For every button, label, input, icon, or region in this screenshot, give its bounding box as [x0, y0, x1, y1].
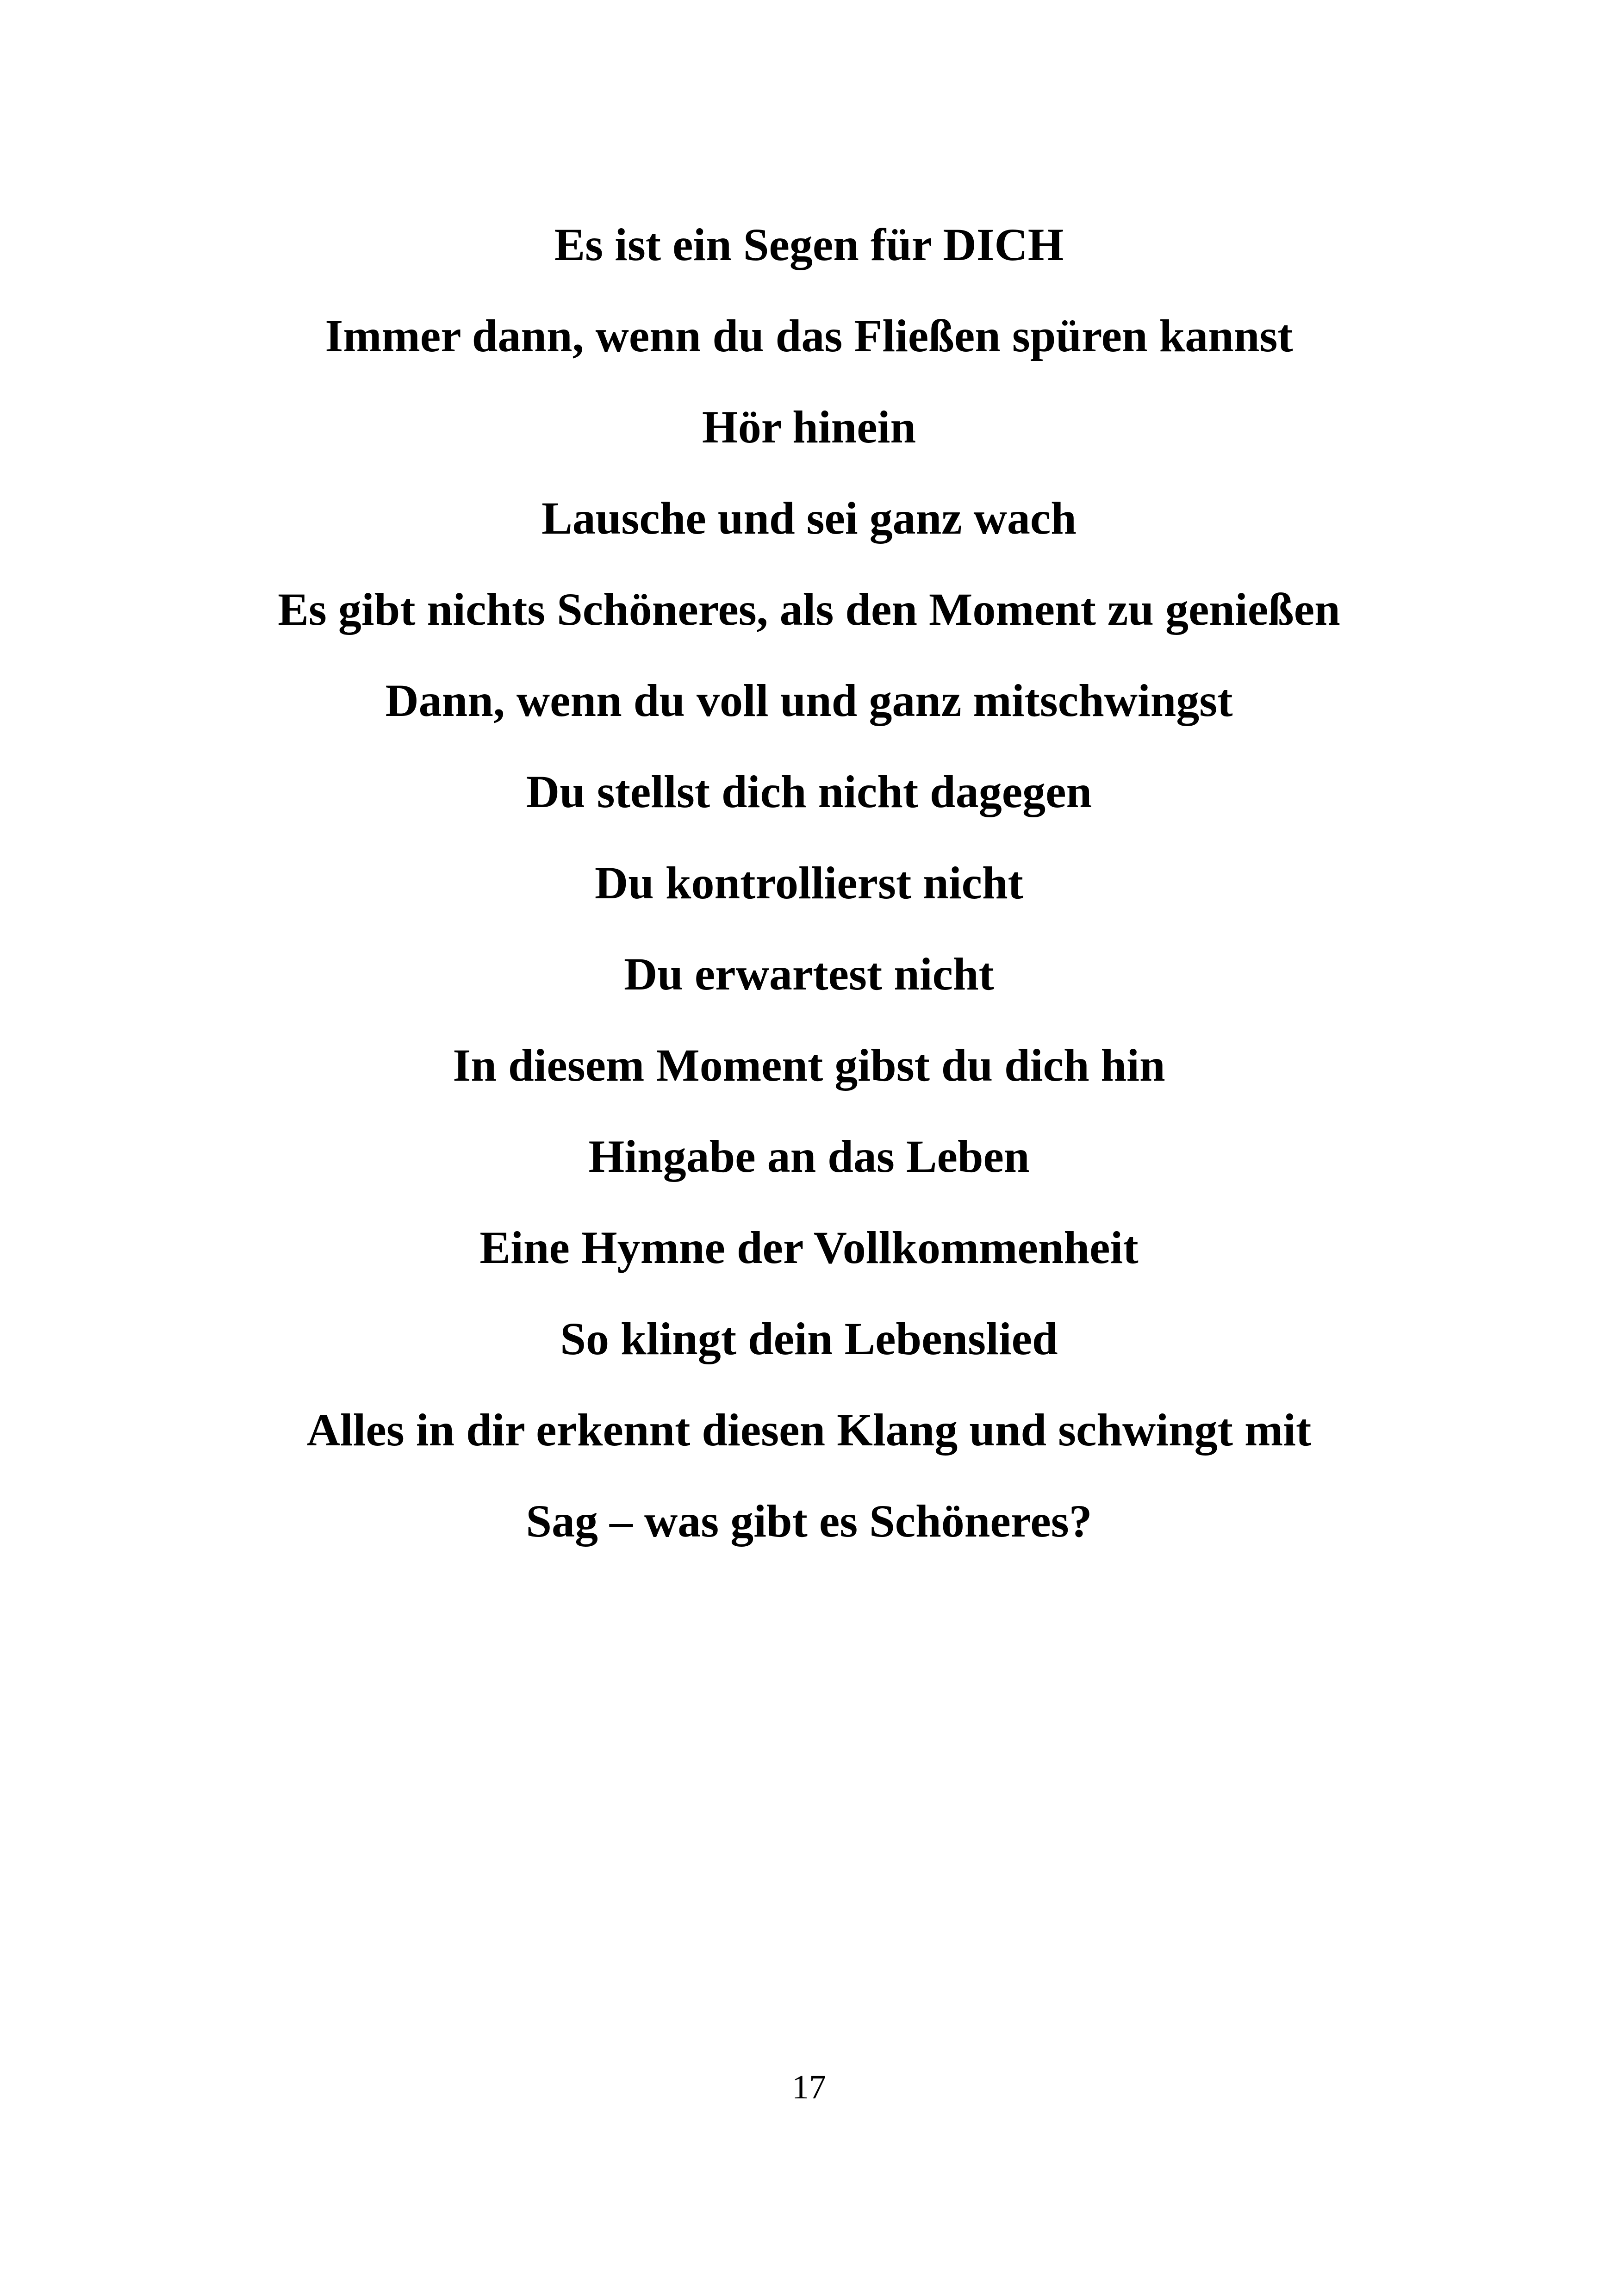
poem: [0, 199, 1618, 1567]
poem-line: Lausche und sei ganz wach: [541, 492, 1077, 544]
poem-line: Alles in dir erkennt diesen Klang und schwingt mit: [306, 1404, 1312, 1456]
poem-line: Hingabe an das Leben: [588, 1131, 1030, 1182]
poem-line: Immer dann, wenn du das Fließen spüren kannst: [325, 310, 1293, 361]
poem-line: Dann, wenn du voll und ganz mitschwingst: [385, 675, 1233, 726]
poem-line: Eine Hymne der Vollkommenheit: [479, 1222, 1139, 1273]
poem-line: Du stellst dich nicht dagegen: [526, 766, 1092, 817]
poem-line: Hör hinein: [702, 401, 916, 453]
poem-line: Sag – was gibt es Schöneres?: [526, 1495, 1092, 1547]
poem-line: Du erwartest nicht: [624, 948, 994, 1000]
poem-line: Es ist ein Segen für DICH: [554, 219, 1064, 270]
poem-line: So klingt dein Lebenslied: [560, 1313, 1058, 1364]
page-number: 17: [792, 2068, 826, 2106]
poem-line: Du kontrollierst nicht: [595, 857, 1023, 908]
poem-line: Es gibt nichts Schöneres, als den Moment zu genießen: [278, 584, 1340, 635]
poem-line: In diesem Moment gibst du dich hin: [453, 1039, 1165, 1091]
